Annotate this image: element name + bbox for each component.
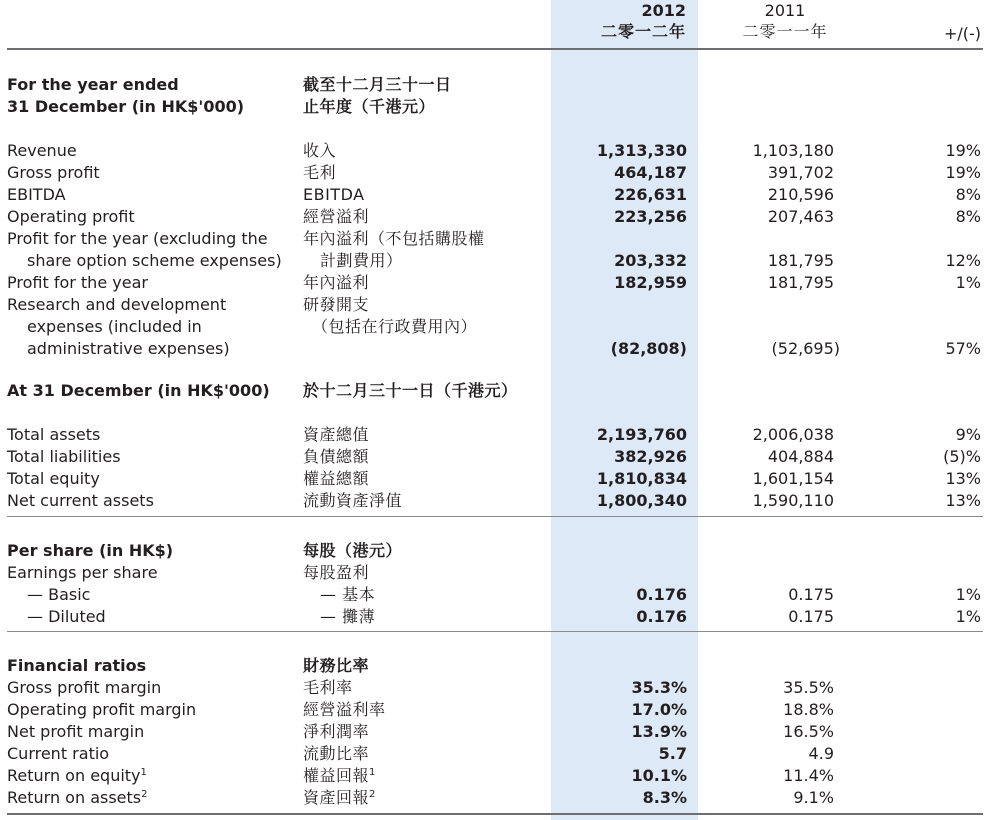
table-row (0, 424, 991, 446)
table-row (0, 272, 991, 294)
value-2011: 35.5% (783, 678, 834, 697)
row-label-text: 資產回報 (303, 788, 370, 807)
value-2011: (52,695) (771, 339, 840, 358)
value-2012: 382,926 (614, 447, 687, 466)
row-label-en: EBITDA (7, 185, 66, 204)
section-heading (0, 540, 991, 562)
section-heading (0, 655, 991, 677)
value-change: 1% (955, 273, 981, 292)
table-row (0, 162, 991, 184)
row-label-cn: 負債總額 (303, 447, 370, 466)
value-2011: 207,463 (767, 207, 834, 226)
value-2011: 391,702 (767, 163, 834, 182)
row-label-en: Gross profit margin (7, 678, 162, 697)
footer-rule (7, 813, 983, 815)
value-change: 19% (945, 163, 981, 182)
row-label-cn: 計劃費用） (320, 251, 403, 270)
value-2011: 16.5% (783, 722, 834, 741)
row-label-en: — Basic (27, 585, 91, 604)
table-row (0, 338, 991, 360)
value-change: 1% (955, 607, 981, 626)
value-2011: 11.4% (783, 766, 834, 785)
row-label-en: Operating profit margin (7, 700, 197, 719)
value-2011: 404,884 (767, 447, 834, 466)
section-heading (0, 380, 991, 402)
table-row (0, 184, 991, 206)
value-2011: 9.1% (793, 788, 834, 807)
value-2012: 203,332 (614, 251, 687, 270)
value-change: 8% (955, 185, 981, 204)
balance-section (0, 380, 991, 512)
row-label-cn: 毛利 (303, 163, 337, 182)
value-2011: 18.8% (783, 700, 834, 719)
table-row (0, 606, 991, 628)
heading-en: For the year ended (7, 75, 179, 94)
row-label-cn: 淨利潤率 (303, 722, 370, 741)
row-label-en: Total liabilities (7, 447, 121, 466)
value-2011: 1,590,110 (752, 491, 834, 510)
row-label-en: administrative expenses) (27, 339, 230, 358)
table-row (0, 140, 991, 162)
value-2012: 35.3% (631, 678, 687, 697)
row-label-cn: 經營溢利 (303, 207, 370, 226)
row-label-cn: 流動比率 (303, 744, 370, 763)
heading-en: Financial ratios (7, 656, 147, 675)
table-row (0, 206, 991, 228)
value-2012: 0.176 (636, 607, 687, 626)
row-label-cn (303, 765, 376, 787)
value-change: 19% (945, 141, 981, 160)
section-divider (7, 516, 983, 517)
footnote-marker: 2 (141, 789, 148, 800)
heading-cn: 截至十二月三十一日 (303, 75, 452, 94)
value-2012: 2,193,760 (596, 425, 687, 444)
row-label-text: Return on assets (7, 788, 142, 807)
value-2011: 0.175 (788, 585, 834, 604)
table-row (0, 765, 991, 787)
year-2011-label: 2011 (764, 1, 806, 20)
heading-cn: 止年度（千港元） (303, 97, 436, 116)
value-2012: 17.0% (631, 700, 687, 719)
value-change: 13% (945, 491, 981, 510)
row-label-en: expenses (included in (27, 317, 202, 336)
row-label-text: Return on equity (7, 766, 141, 785)
heading-cn: 財務比率 (303, 656, 370, 675)
value-2011: 1,601,154 (752, 469, 834, 488)
value-2012: 223,256 (614, 207, 687, 226)
section-divider (7, 631, 983, 632)
value-2011: 2,006,038 (752, 425, 834, 444)
row-label-cn: 每股盈利 (303, 563, 370, 582)
row-label-en: Profit for the year (7, 273, 148, 292)
value-2012: (82,808) (610, 339, 687, 358)
row-label-cn: 權益總額 (303, 469, 370, 488)
value-2012: 13.9% (631, 722, 687, 741)
spacer-row (0, 402, 991, 424)
value-2011: 181,795 (767, 251, 834, 270)
row-label-en: Operating profit (7, 207, 135, 226)
row-label-en: Profit for the year (excluding the (7, 229, 268, 248)
row-label-cn: 研發開支 (303, 295, 370, 314)
row-label-en (7, 765, 147, 787)
value-change: 12% (945, 251, 981, 270)
value-2012: 10.1% (631, 766, 687, 785)
row-label-cn: 流動資產淨值 (303, 491, 403, 510)
value-change: 1% (955, 585, 981, 604)
section-heading (0, 96, 991, 118)
value-2012: 0.176 (636, 585, 687, 604)
table-row (0, 468, 991, 490)
row-label-cn: — 攤薄 (320, 607, 376, 626)
table-row (0, 294, 991, 316)
spacer-row (0, 118, 991, 140)
row-label-en (7, 787, 148, 809)
table-row (0, 677, 991, 699)
row-label-cn: 毛利率 (303, 678, 353, 697)
row-label-en: Total equity (7, 469, 100, 488)
value-change: (5)% (943, 447, 981, 466)
per-share-section (0, 540, 991, 628)
value-2011: 181,795 (767, 273, 834, 292)
footnote-marker: 1 (369, 767, 376, 778)
row-label-cn: 年內溢利 (303, 273, 370, 292)
value-2012: 1,800,340 (596, 491, 687, 510)
year-2012-label: 2012 (641, 1, 686, 20)
value-change: 9% (955, 425, 981, 444)
value-change: 8% (955, 207, 981, 226)
table-row (0, 490, 991, 512)
row-label-en: Revenue (7, 141, 77, 160)
ratios-section (0, 655, 991, 809)
table-row (0, 228, 991, 250)
row-label-en: share option scheme expenses) (27, 251, 282, 270)
year-2012-cn-label: 二零一二年 (600, 22, 686, 41)
row-label-en: Earnings per share (7, 563, 158, 582)
section-heading (0, 74, 991, 96)
table-row (0, 743, 991, 765)
table-row (0, 584, 991, 606)
heading-en: At 31 December (in HK$'000) (7, 381, 270, 400)
value-2012: 464,187 (614, 163, 687, 182)
table-row (0, 721, 991, 743)
row-label-cn: EBITDA (303, 185, 365, 204)
row-label-en: — Diluted (27, 607, 106, 626)
row-label-cn (303, 787, 376, 809)
row-label-en: Gross profit (7, 163, 100, 182)
row-label-text: 權益回報 (303, 766, 370, 785)
table-row (0, 699, 991, 721)
income-section (0, 74, 991, 360)
row-label-en: Research and development (7, 295, 227, 314)
footnote-marker: 1 (140, 767, 147, 778)
value-change: 57% (945, 339, 981, 358)
header-rule (7, 48, 983, 50)
table-row (0, 316, 991, 338)
value-2012: 8.3% (642, 788, 687, 807)
row-label-cn: — 基本 (320, 585, 376, 604)
value-2012: 1,313,330 (596, 141, 687, 160)
table-row (0, 250, 991, 272)
table-header (0, 0, 991, 50)
row-label-cn: 資產總值 (303, 425, 370, 444)
table-row (0, 446, 991, 468)
row-label-cn: 收入 (303, 141, 337, 160)
table-row (0, 787, 991, 809)
value-2012: 1,810,834 (596, 469, 687, 488)
row-label-cn: 經營溢利率 (303, 700, 386, 719)
value-2011: 1,103,180 (752, 141, 834, 160)
value-2012: 5.7 (658, 744, 687, 763)
value-2011: 4.9 (808, 744, 834, 763)
heading-en: Per share (in HK$) (7, 541, 174, 560)
row-label-en: Current ratio (7, 744, 110, 763)
heading-cn: 於十二月三十一日（千港元） (303, 381, 518, 400)
row-label-cn: 年內溢利（不包括購股權 (303, 229, 485, 248)
value-2012: 226,631 (614, 185, 687, 204)
row-label-en: Total assets (7, 425, 101, 444)
table-row (0, 562, 991, 584)
row-label-cn: （包括在行政費用內） (312, 317, 478, 336)
change-column-label: +/(-) (943, 24, 981, 43)
value-2012: 182,959 (614, 273, 687, 292)
row-label-en: Net profit margin (7, 722, 145, 741)
value-2011: 210,596 (767, 185, 834, 204)
row-label-en: Net current assets (7, 491, 154, 510)
value-2011: 0.175 (788, 607, 834, 626)
heading-en: 31 December (in HK$'000) (7, 97, 245, 116)
heading-cn: 每股（港元） (303, 541, 403, 560)
value-change: 13% (945, 469, 981, 488)
footnote-marker: 2 (369, 789, 376, 800)
year-2011-cn-label: 二零一一年 (742, 22, 828, 41)
